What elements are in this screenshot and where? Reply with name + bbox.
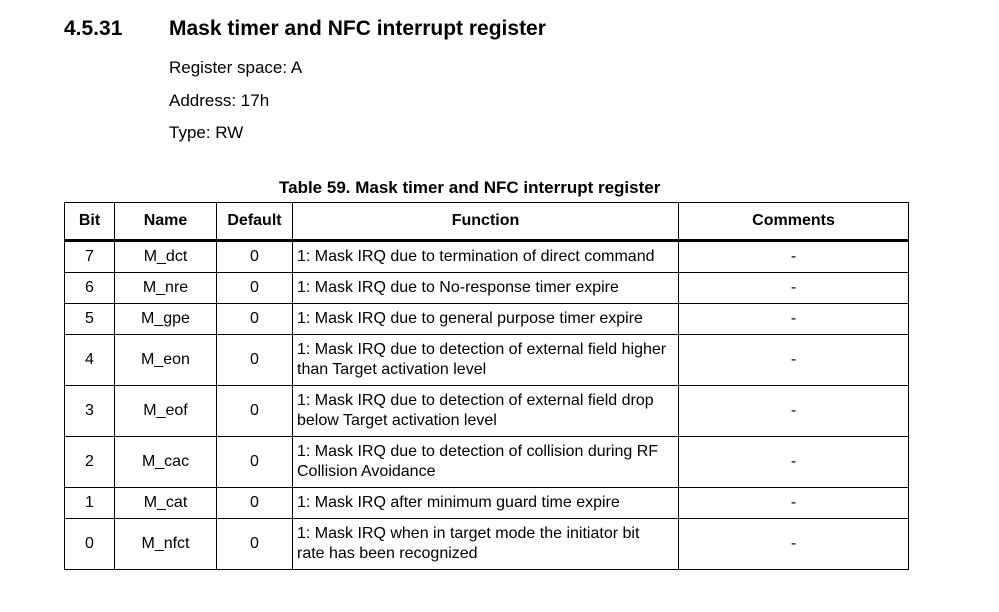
comments-cell: -	[679, 273, 909, 304]
function-cell	[293, 335, 679, 386]
function-line: Collision Avoidance	[297, 463, 436, 480]
name-cell: M_cac	[115, 437, 217, 488]
section-title: Mask timer and NFC interrupt register	[169, 17, 546, 40]
function-cell: 1: Mask IRQ due to No-response timer expire	[293, 273, 679, 304]
default-cell: 0	[217, 437, 293, 488]
name-cell: M_dct	[115, 241, 217, 273]
name-cell: M_nfct	[115, 519, 217, 570]
bit-cell: 0	[65, 519, 115, 570]
register-space-line: Register space: A	[169, 58, 303, 77]
bit-cell: 2	[65, 437, 115, 488]
bit-cell: 1	[65, 488, 115, 519]
function-cell: 1: Mask IRQ due to termination of direct command	[293, 241, 679, 273]
comments-cell: -	[679, 437, 909, 488]
function-line: below Target activation level	[297, 412, 497, 429]
bit-cell: 6	[65, 273, 115, 304]
function-cell	[293, 519, 679, 570]
table-row	[65, 437, 909, 488]
table-row	[65, 519, 909, 570]
function-cell	[293, 386, 679, 437]
table-row	[65, 273, 909, 304]
comments-cell: -	[679, 335, 909, 386]
table-row	[65, 488, 909, 519]
default-cell: 0	[217, 386, 293, 437]
comments-cell: -	[679, 519, 909, 570]
table-row	[65, 304, 909, 335]
function-line: 1: Mask IRQ due to detection of external field higher	[297, 341, 667, 358]
function-cell	[293, 437, 679, 488]
function-line: 1: Mask IRQ due to detection of external field drop	[297, 392, 654, 409]
bit-cell: 4	[65, 335, 115, 386]
function-line: than Target activation level	[297, 361, 487, 378]
function-line: 1: Mask IRQ when in target mode the initiator bit	[297, 525, 640, 542]
table-row	[65, 335, 909, 386]
bit-cell: 7	[65, 241, 115, 273]
comments-cell: -	[679, 241, 909, 273]
bit-cell: 3	[65, 386, 115, 437]
table-row	[65, 386, 909, 437]
table-row	[65, 241, 909, 273]
function-cell: 1: Mask IRQ after minimum guard time expire	[293, 488, 679, 519]
name-cell: M_eof	[115, 386, 217, 437]
header-default: Default	[217, 203, 293, 241]
header-bit: Bit	[65, 203, 115, 241]
name-cell: M_nre	[115, 273, 217, 304]
function-line: rate has been recognized	[297, 545, 478, 562]
name-cell: M_eon	[115, 335, 217, 386]
table-caption: Table 59. Mask timer and NFC interrupt register	[279, 178, 661, 197]
function-cell: 1: Mask IRQ due to general purpose timer expire	[293, 304, 679, 335]
default-cell: 0	[217, 488, 293, 519]
header-comments: Comments	[679, 203, 909, 241]
register-table	[64, 202, 909, 570]
type-line: Type: RW	[169, 123, 244, 142]
bit-cell: 5	[65, 304, 115, 335]
table-header-row	[65, 203, 909, 241]
header-function: Function	[293, 203, 679, 241]
address-line: Address: 17h	[169, 91, 270, 110]
default-cell: 0	[217, 241, 293, 273]
comments-cell: -	[679, 386, 909, 437]
name-cell: M_cat	[115, 488, 217, 519]
default-cell: 0	[217, 519, 293, 570]
section-number: 4.5.31	[64, 17, 123, 40]
comments-cell: -	[679, 304, 909, 335]
header-name: Name	[115, 203, 217, 241]
default-cell: 0	[217, 304, 293, 335]
comments-cell: -	[679, 488, 909, 519]
function-line: 1: Mask IRQ due to detection of collision during RF	[297, 443, 659, 460]
default-cell: 0	[217, 335, 293, 386]
name-cell: M_gpe	[115, 304, 217, 335]
default-cell: 0	[217, 273, 293, 304]
